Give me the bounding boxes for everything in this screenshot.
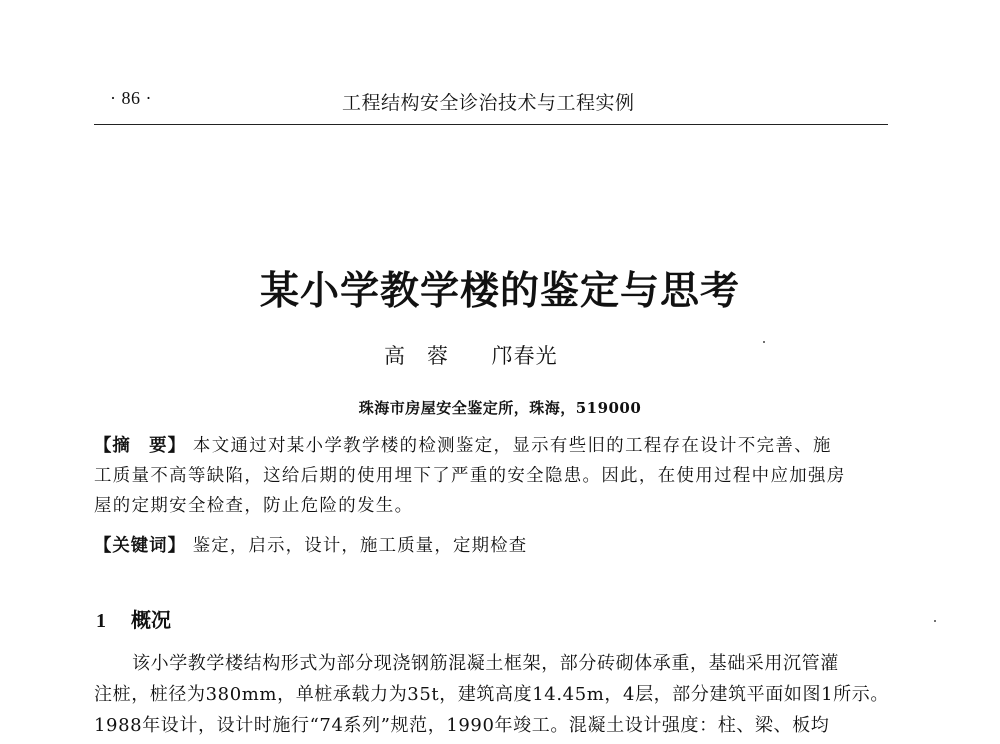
article-title: 某小学教学楼的鉴定与思考 — [259, 268, 740, 314]
body-line-3: 1988年设计，设计时施行“74系列”规范，1990年竣工。混凝土设计强度：柱、梁、板均 — [94, 715, 830, 736]
keywords-label: 【关键词】 — [94, 536, 186, 556]
abstract — [94, 431, 892, 521]
running-title: 工程结构安全诊治技术与工程实例 — [342, 92, 635, 114]
abstract-line — [94, 431, 892, 461]
scan-speck — [763, 341, 765, 343]
author-list — [384, 340, 558, 370]
section-number: 1 — [96, 610, 106, 632]
abstract-text-line-3: 屋的定期安全检查，防止危险的发生。 — [94, 496, 414, 516]
header-rule — [94, 124, 888, 125]
abstract-text-line-2: 工质量不高等缺陷，这给后期的使用埋下了严重的安全隐患。因此，在使用过程中应加强房 — [94, 466, 846, 486]
page-number: · 86 · — [110, 88, 152, 108]
body-line-1: 该小学教学楼结构形式为部分现浇钢筋混凝土框架，部分砖砌体承重，基础采用沉管灌 — [132, 653, 839, 674]
scan-speck — [934, 620, 936, 622]
abstract-text-line-1: 本文通过对某小学教学楼的检测鉴定，显示有些旧的工程存在设计不完善、施 — [192, 436, 832, 456]
keywords — [94, 531, 892, 561]
section-heading — [96, 604, 171, 633]
body-paragraph — [94, 648, 892, 741]
page-header — [94, 88, 886, 118]
keywords-text: 鉴定，启示，设计，施工质量，定期检查 — [192, 536, 528, 556]
affiliation: 珠海市房屋安全鉴定所，珠海，519000 — [358, 399, 642, 417]
body-line-2: 注桩，桩径为380mm，单桩承载力为35t，建筑高度14.45m，4层，部分建筑平面如图1所示。 — [94, 684, 889, 705]
author-2: 邝春光 — [491, 344, 558, 368]
abstract-label: 【摘 要】 — [94, 436, 186, 456]
author-1: 高蓉 — [384, 344, 470, 368]
section-title: 概况 — [130, 608, 171, 632]
